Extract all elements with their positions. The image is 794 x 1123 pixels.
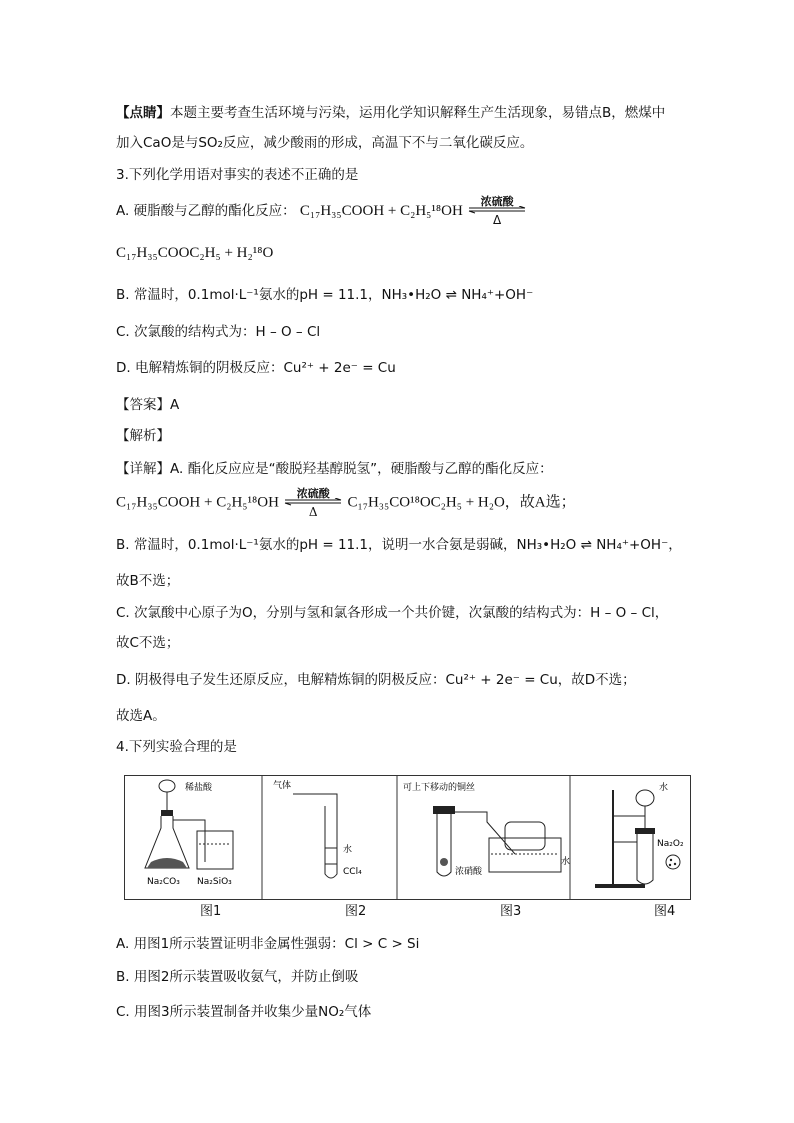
q3-option-a-lhs: C₁₇H₃₅COOH + C₂H₅¹⁸OH <box>299 203 463 219</box>
q3-option-d: D. 电解精炼铜的阴极反应：Cu²⁺ + 2e⁻ = Cu <box>116 360 396 376</box>
q4-option-b: B. 用图2所示装置吸收氨气，并防止倒吸 <box>116 969 359 985</box>
q3-option-a <box>116 195 527 227</box>
caption-figure-3: 图3 <box>500 904 522 919</box>
dianjing-line-2: 加入CaO是与SO₂反应，减少酸雨的形成，高温下不与二氧化碳反应。 <box>116 135 534 151</box>
figure-2-apparatus <box>293 794 337 878</box>
q4-stem: 4.下列实验合理的是 <box>116 739 237 755</box>
fig2-label-ccl4: CCl₄ <box>343 867 362 877</box>
fig2-label-water: 水 <box>343 845 353 855</box>
figure-1-apparatus <box>145 780 233 869</box>
reversible-arrow-detail <box>283 487 343 519</box>
q3-detail-a-lhs: C₁₇H₃₅COOH + C₂H₅¹⁸OH <box>116 494 279 511</box>
q3-detail-a-delta: Δ <box>308 505 318 519</box>
dianjing-line-1 <box>116 103 665 123</box>
caption-figure-2: 图2 <box>345 904 367 919</box>
q3-option-a-rhs: C₁₇H₃₅COOC₂H₅ + H₂¹⁸O <box>116 245 274 261</box>
q3-option-b: B. 常温时，0.1mol·L⁻¹氨水的pH = 11.1，NH₃•H₂O ⇌ NH₄⁺+OH⁻ <box>116 287 534 303</box>
reversible-arrow-a <box>467 195 527 227</box>
q3-detail-a-equation <box>116 487 576 519</box>
fig2-label-gas: 气体 <box>273 781 292 791</box>
q4-option-a: A. 用图1所示装置证明非金属性强弱：Cl > C > Si <box>116 936 420 952</box>
q3-option-c: C. 次氯酸的结构式为：H – O – Cl <box>116 324 321 340</box>
fig1-label-na2co3: Na₂CO₃ <box>147 877 180 887</box>
dianjing-bracket: 【点睛】 <box>116 105 170 121</box>
caption-figure-4: 图4 <box>654 904 676 919</box>
q3-detail-d: D. 阴极得电子发生还原反应，电解精炼铜的阴极反应：Cu²⁺ + 2e⁻ = Cu，故D不选； <box>116 672 636 688</box>
q3-detail-a: 【详解】A. 酯化反应应是“酸脱羟基醇脱氢”，硬脂酸与乙醇的酯化反应： <box>116 461 553 477</box>
q3-detail-a-rhs: C₁₇H₃₅CO¹⁸OC₂H₅ + H₂O，故A选； <box>347 494 576 511</box>
q3-analysis-heading: 【解析】 <box>116 428 170 444</box>
q3-option-a-condition: 浓硫酸 <box>480 195 514 208</box>
q3-option-a-delta: Δ <box>492 213 502 227</box>
fig3-label-water: 水 <box>561 857 571 867</box>
q3-detail-c-2: 故C不选； <box>116 635 180 651</box>
fig4-label-water: 水 <box>659 783 669 793</box>
fig3-label-copper-wire: 可上下移动的铜丝 <box>403 783 476 793</box>
fig1-label-na2sio3: Na₂SiO₃ <box>197 877 232 887</box>
q3-option-a-prefix: A. 硬脂酸与乙醇的酯化反应： <box>116 203 296 219</box>
q3-detail-a-condition: 浓硫酸 <box>296 487 330 500</box>
q3-detail-c-1: C. 次氯酸中心原子为O，分别与氢和氯各形成一个共价键，次氯酸的结构式为：H – O – Cl， <box>116 605 669 621</box>
q3-stem: 3.下列化学用语对事实的表述不正确的是 <box>116 167 359 183</box>
q4-option-c: C. 用图3所示装置制备并收集少量NO₂气体 <box>116 1004 372 1020</box>
dianjing-text-1: 本题主要考查生活环境与污染，运用化学知识解释生产生活现象，易错点B，燃煤中 <box>170 105 666 121</box>
fig4-label-na2o2: Na₂O₂ <box>657 839 684 849</box>
caption-figure-1: 图1 <box>200 904 222 919</box>
q3-answer: 【答案】A <box>116 397 180 413</box>
q3-conclusion: 故选A。 <box>116 708 166 724</box>
experiment-figures <box>124 775 691 900</box>
fig1-label-acid: 稀盐酸 <box>185 783 213 793</box>
q3-detail-b-1: B. 常温时，0.1mol·L⁻¹氨水的pH = 11.1，说明一水合氨是弱碱，NH₃•H₂O ⇌ NH₄⁺+OH⁻， <box>116 537 682 553</box>
q3-detail-b-2: 故B不选； <box>116 573 180 589</box>
apparatus-drawings <box>125 776 690 899</box>
figure-3-apparatus <box>433 806 561 876</box>
fig3-label-nitric-acid: 浓硝酸 <box>455 867 483 877</box>
